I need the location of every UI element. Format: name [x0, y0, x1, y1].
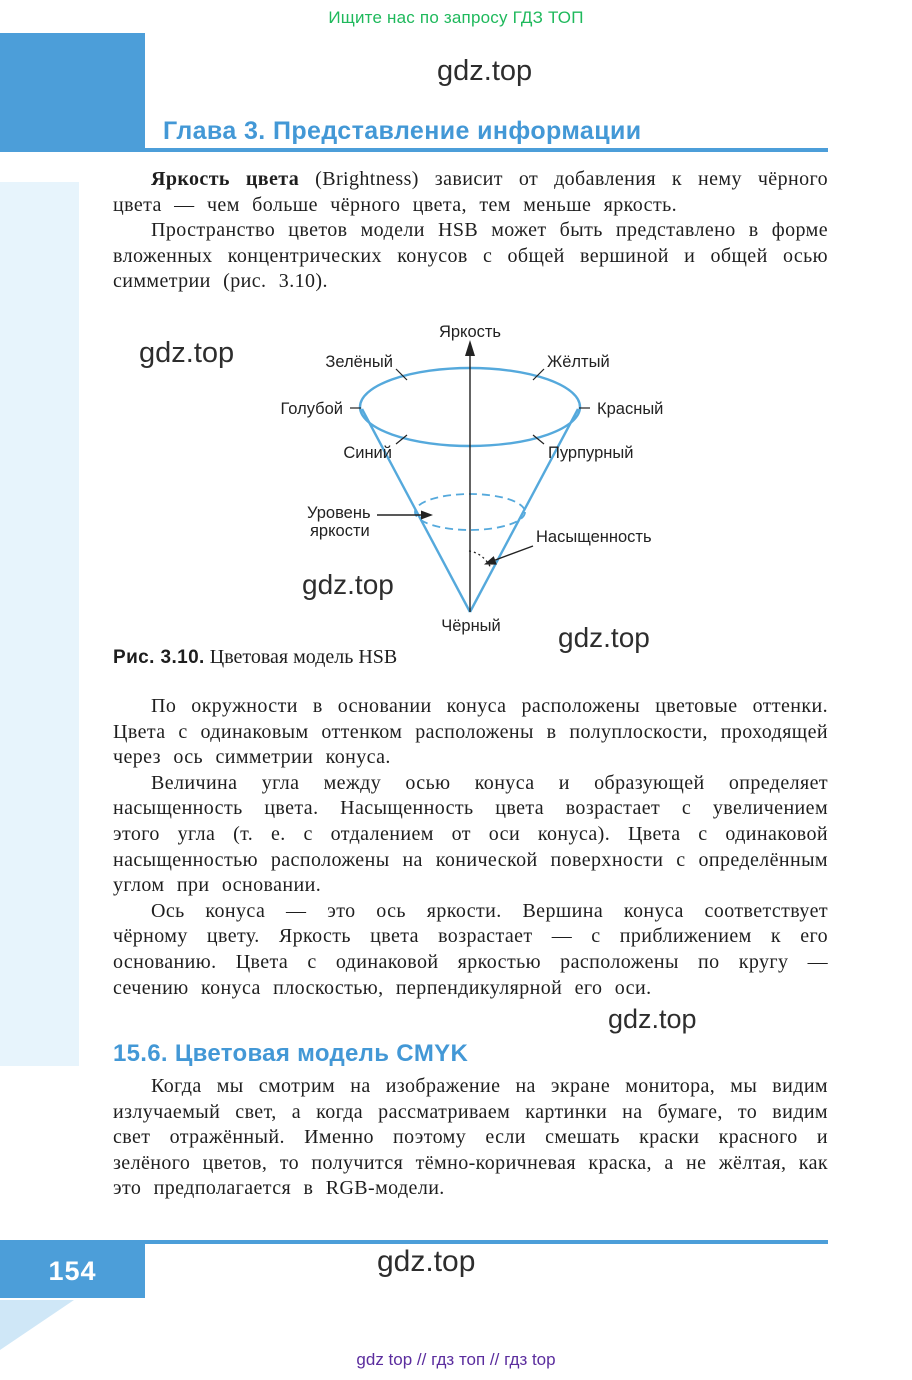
- label-magenta: Пурпурный: [548, 444, 634, 462]
- label-blue: Синий: [343, 444, 392, 462]
- label-level-line2: яркости: [310, 522, 370, 540]
- label-yellow: Жёлтый: [547, 353, 610, 371]
- header-blue-box: [0, 33, 145, 149]
- paragraph-brightness: [113, 167, 828, 218]
- hsb-paragraphs: [113, 694, 828, 1001]
- cone-side-right: [470, 409, 578, 612]
- promo-text: Ищите нас по запросу ГДЗ ТОП: [328, 8, 584, 27]
- figure-caption-text: Цветовая модель HSB: [209, 646, 398, 668]
- watermark-top: gdz.top: [437, 55, 533, 87]
- cmyk-paragraphs: [113, 1074, 828, 1202]
- paragraph-saturation: Величина угла между осью конуса и образующей определяет насыщенность цвета. Насыщенность цвета возрастает с увеличением этого угла (т. е. с отдалением от оси конуса). Цвета с одинаковой насыщенностью расположены на конической поверхности с определённым углом при основании.: [113, 771, 828, 897]
- sidebar-strip: [0, 182, 79, 1066]
- label-cyan: Голубой: [280, 400, 343, 418]
- saturation-arrow-line: [490, 546, 533, 562]
- axis-arrowhead-icon: [465, 340, 475, 356]
- watermark-above-cmyk: gdz.top: [608, 1004, 697, 1034]
- intro-paragraphs: [113, 167, 828, 295]
- watermark-footer: gdz.top: [377, 1245, 476, 1278]
- corner-curl-decoration: [0, 1300, 74, 1350]
- label-green: Зелёный: [325, 353, 393, 371]
- watermark-diagram-middle: gdz.top: [302, 569, 394, 600]
- footer-links[interactable]: gdz top // гдз топ // гдз top: [356, 1350, 556, 1369]
- section-heading-cmyk: 15.6. Цветовая модель CMYK: [113, 1040, 469, 1067]
- label-level-line1: Уровень: [307, 504, 371, 522]
- saturation-angle-arc: [469, 551, 491, 568]
- chapter-heading: Глава 3. Представление информации: [163, 117, 642, 145]
- figure-caption-label: Рис. 3.10.: [113, 647, 205, 668]
- paragraph-lead-rest: (Brightness) зависит от добавления к нему чёрного цвета — чем больше чёрного цвета, тем меньше яркость.: [113, 168, 828, 216]
- header-rule: [0, 148, 828, 152]
- paragraph-axis: Ось конуса — это ось яркости. Вершина конуса соответствует чёрному цвету. Яркость цвета возрастает — с приближением к его основанию. Цвета с одинаковой яркостью расположены по кругу — сечению конуса плоскостью, перпендикулярной его оси.: [113, 899, 828, 999]
- label-red: Красный: [597, 400, 664, 418]
- paragraph-lead-bold: Яркость цвета: [151, 168, 300, 190]
- label-brightness: Яркость: [438, 323, 502, 341]
- page-number-badge: 154: [0, 1244, 145, 1298]
- level-arrowhead-icon: [421, 511, 433, 520]
- figure-caption: [113, 646, 828, 669]
- label-saturation: Насыщенность: [536, 528, 652, 546]
- paragraph-hsb-space: Пространство цветов модели HSB может быть представлено в форме вложенных концентрических конусов с общей вершиной и общей осью симметрии (рис. 3.10).: [113, 219, 828, 293]
- hsb-cone-diagram: [100, 315, 800, 650]
- paragraph-cmyk-intro: Когда мы смотрим на изображение на экране монитора, мы видим излучаемый свет, а когда рассматриваем картинки на бумаге, то видим свет отражённый. Именно поэтому если смешать краски красного и зелёного цветов, то получится тёмно-коричневая краска, а не жёлтая, как это предполагается в RGB-модели.: [113, 1075, 828, 1200]
- watermark-diagram-left: gdz.top: [139, 337, 235, 369]
- watermark-diagram-right: gdz.top: [558, 622, 650, 653]
- paragraph-hue-circle: По окружности в основании конуса расположены цветовые оттенки. Цвета с одинаковым оттенком расположены в полуплоскости, проходящей через ось симметрии конуса.: [113, 695, 828, 769]
- label-black: Чёрный: [441, 617, 501, 635]
